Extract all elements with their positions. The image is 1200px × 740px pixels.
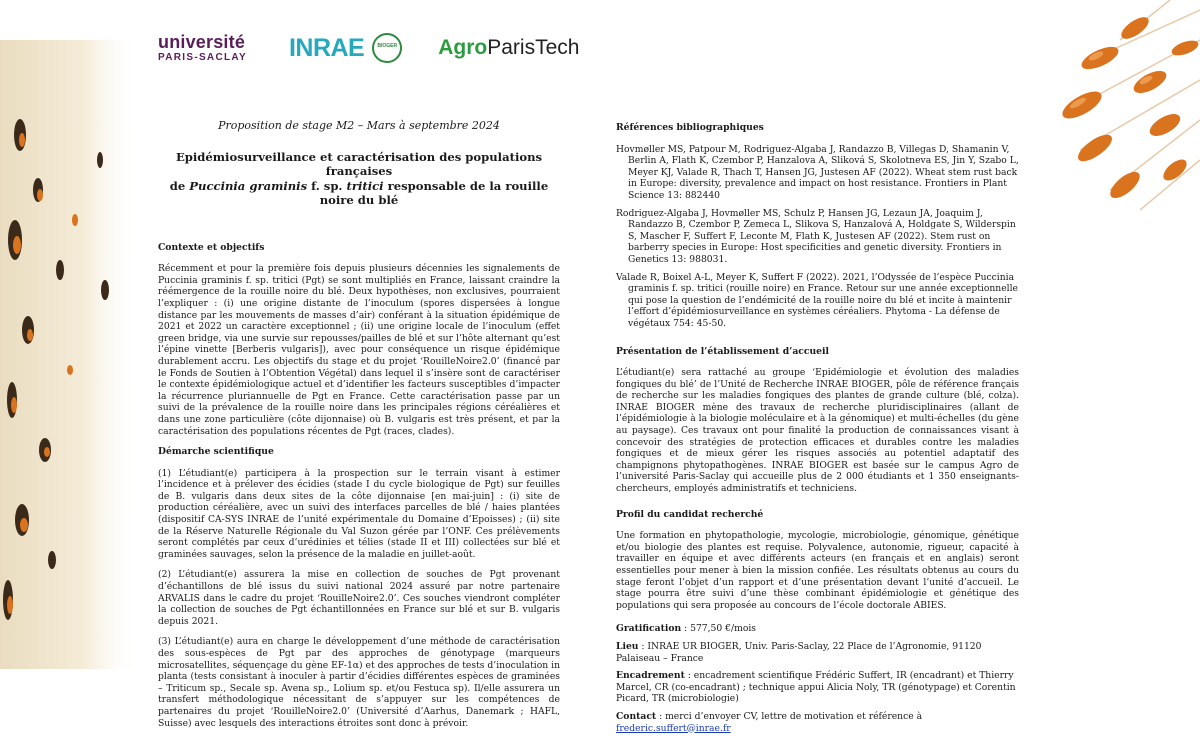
approach-paragraph-3: (3) L’étudiant(e) aura en charge le développement d’une méthode de caractérisation des sous-espèces de Pgt par des approches de génotypage (marqueurs microsatellites, séquençage du gène EF-1α) et des approches de tests d’inoculation in planta (tests consistant à inoculer à partir d’écidies différentes espèces de graminées – Triticum sp., Secale sp. Avena sp., Lolium sp. et/ou Festuca sp). Il/elle assurera un transfert méthodologique nécessitant de s’appuyer sur les compétences de partenaires du projet ‘RouilleNoire2.0’ (Université d’Aarhus, Danemark ; HAFL, Suisse) avec lesquels des interactions étroites sont donc à prévoir. xyxy=(158,636,560,729)
approach-paragraph-1: (1) L’étudiant(e) participera à la prospection sur le terrain visant à estimer l’incidence et à prélever des écidies (stade I du cycle biologique de Pgt) sur feuilles de B. vulgaris dans deux sites de la côte dijonnaise [en mai-juin] : (i) site de production céréalière, avec un suivi des interfaces parcelles de blé / haies plantées (dispositif CA-SYS INRAE de l’unité expérimentale du Domaine d’Epoisses) ; (ii) site de la Réserve Naturelle Régionale du Val Suzon gérée par l’ONF. Ces prélèvements seront complétés par ceux d’urédinies et télies (stade II et III) collectées sur blé et graminées sauvages, selon la présence de la maladie en juillet-août. xyxy=(158,467,560,560)
logo-bar xyxy=(158,28,579,68)
rust-leaf-image xyxy=(0,40,140,669)
agroparistech-logo xyxy=(438,36,579,60)
agroparistech-logo-rest: ParisTech xyxy=(487,36,580,59)
reference-item: Valade R, Boixel A-L, Meyer K, Suffert F (2022). 2021, l’Odyssée de l’espèce Puccinia graminis f. sp. tritici (rouille noire) en France. Retour sur une année exceptionnelle qui pose la question de l’endémicité de la rouille noire du blé et incite à maintenir l’effort d’épidémiosurveillance en systèmes céréaliers. Phytoma - La défense de végétaux 754: 45-50. xyxy=(616,271,1018,329)
lieu-value: : INRAE UR BIOGER, Univ. Paris-Saclay, 22 Place de l’Agronomie, 91120 Palaiseau – France xyxy=(616,640,982,664)
host-paragraph: L’étudiant(e) sera rattaché au groupe ‘Epidémiologie et évolution des maladies fongiques du blé’ de l’Unité de Recherche INRAE BIOGER, pôle de référence français de recherche sur les maladies fongiques des plantes de grande culture (blé, colza). INRAE BIOGER mène des travaux de recherche pluridisciplinaires (allant de l’épidémiologie à la biologie moléculaire et à la génomique) et multi-échelles (du gène au paysage). Ces travaux ont pour finalité la production de connaissances visant à concevoir des stratégies de protection efficaces et durables contre les maladies fongiques et de mieux gérer les risques associés au potentiel adaptatif des champignons phytopathogènes. INRAE BIOGER est basée sur le campus Agro de l’université Paris-Saclay qui accueille plus de 2 000 étudiants et 1 350 enseignants-chercheurs, employés administratifs et techniciens. xyxy=(616,367,1019,495)
profile-paragraph: Une formation en phytopathologie, mycologie, microbiologie, génomique, génétique et/ou biologie des plantes est requise. Polyvalence, autonomie, rigueur, capacité à travailler en équipe et avec différents acteurs (en français et en anglais) seront essentielles pour mener à bien la mission confiée. Les résultats obtenus au cours du stage feront l’objet d’un rapport et d’une présentation devant l’unité d’accueil. Le stage pourra être suivi d’une thèse combinant épidémiologie et génétique des populations qui sera proposée au concours de l’école doctorale ABIES. xyxy=(616,530,1019,611)
title-line2-post: responsable de la rouille noire du blé xyxy=(319,178,549,208)
encadrement-line xyxy=(616,670,1019,705)
agroparistech-logo-agro: Agro xyxy=(438,36,488,59)
approach-paragraph-2: (2) L’étudiant(e) assurera la mise en collection de souches de Pgt provenant d’échantillons de blé issus du suivi national 2024 assuré par notre partenaire ARVALIS dans le cadre du projet ‘RouilleNoire2.0’. Ces souches viendront compléter la collection de souches de Pgt échantillonnées en France sur blé et sur B. vulgaris depuis 2021. xyxy=(158,569,560,627)
encadrement-label: Encadrement xyxy=(616,670,685,682)
context-heading: Contexte et objectifs xyxy=(158,241,265,253)
reference-item: Rodriguez-Algaba J, Hovmøller MS, Schulz P, Hansen JG, Lezaun JA, Joaquim J, Randazzo B, Czembor P, Zemeca L, Slikova S, Hanzalová A, Holdgate S, Wilderspin S, Mascher F, Suffert F, Leconte M, Flath K, Justesen AF (2022). Stem rust on barberry species in Europe: Host specificities and genetic diversity. Frontiers in Genetics 13: 988031. xyxy=(616,207,1016,265)
contact-value: : merci d’envoyer CV, lettre de motivation et référence à xyxy=(656,710,923,722)
encadrement-value: : encadrement scientifique Frédéric Suffert, IR (encadrant) et Thierry Marcel, CR (co-encadrant) ; technique appui Alicia Noly, TR (génotypage) et Corentin Picard, TR (microbiologie) xyxy=(616,670,1016,705)
document-title xyxy=(158,150,560,208)
bioger-logo-text: BIOGER xyxy=(377,43,398,49)
context-paragraph: Récemment et pour la première fois depuis plusieurs décennies les signalements de Puccinia graminis f. sp. tritici (Pgt) se sont multipliés en France, laissant craindre la réémergence de la rouille noire du blé. Deux hypothèses, non exclusives, pourraient l’expliquer : (i) une origine distante de l’inoculum (spores dispersées à longue distance par les mouvements de masses d’air) conférant à la situation épidémique de 2021 et 2022 un caractère exceptionnel ; (ii) une origine locale de l’inoculum (effet green bridge, via une survie sur repousses/pailles de blé et sur l’hôte alternant qu’est l’épine vinette [Berberis vulgaris]), avec pour conséquence un risque épidémique durablement accru. Les objectifs du stage et du projet ‘RouilleNoire2.0’ (financé par le Fonds de Soutien à l’Obtention Végétal) dans lequel il s’insère sont de caractériser le contexte épidémiologique actuel et d’identifier les facteurs susceptibles d’impacter la récurrence pluriannuelle de Pgt en France. Cette caractérisation passe par un suivi de la prévalence de la rouille noire dans les principales régions céréalières et dans une zone particulière (côte dijonnaise) où B. vulgaris est très présent, et par la caractérisation des populations récentes de Pgt (races, clades). xyxy=(158,263,560,437)
inrae-logo: INRAE xyxy=(288,33,365,62)
title-line2-pre: de xyxy=(169,178,190,193)
gratification-label: Gratification xyxy=(616,623,682,635)
title-species: Puccinia graminis xyxy=(189,178,308,193)
host-heading: Présentation de l’établissement d’accueil xyxy=(616,345,829,357)
lieu-line xyxy=(616,641,1019,664)
bioger-logo xyxy=(372,33,402,63)
gratification-line xyxy=(616,623,1019,635)
lieu-label: Lieu xyxy=(616,640,639,652)
ups-logo-line1: université xyxy=(158,32,246,52)
title-line1: Epidémiosurveillance et caractérisation des populations françaises xyxy=(175,149,543,179)
left-column xyxy=(158,120,560,738)
reference-item: Hovmøller MS, Patpour M, Rodriguez-Algaba J, Randazzo B, Villegas D, Shamanin V, Berlin A, Flath K, Czembor P, Hanzalova A, Sliková S, Skolotneva ES, Jin Y, Szabo L, Meyer KJ, Valade R, Thach T, Hansen JG, Justesen AF (2022). Wheat stem rust back in Europe: diversity, prevalence and impact on host resistance. Frontiers in Plant Science 13: 882440 xyxy=(616,143,1019,201)
right-column xyxy=(616,122,1019,740)
internship-subtitle: Proposition de stage M2 – Mars à septembre 2024 xyxy=(218,119,500,132)
universite-paris-saclay-logo xyxy=(158,33,247,63)
contact-label: Contact xyxy=(616,710,657,722)
contact-line xyxy=(616,711,1019,734)
title-tritici: tritici xyxy=(346,178,384,193)
approach-heading: Démarche scientifique xyxy=(158,446,274,458)
contact-email-link[interactable]: frederic.suffert@inrae.fr xyxy=(616,722,731,734)
ups-logo-line2: PARIS-SACLAY xyxy=(158,52,247,63)
profile-heading: Profil du candidat recherché xyxy=(616,508,764,520)
gratification-value: : 577,50 €/mois xyxy=(681,623,756,635)
title-line2-mid: f. sp. xyxy=(307,178,347,193)
references-heading: Références bibliographiques xyxy=(616,122,764,133)
